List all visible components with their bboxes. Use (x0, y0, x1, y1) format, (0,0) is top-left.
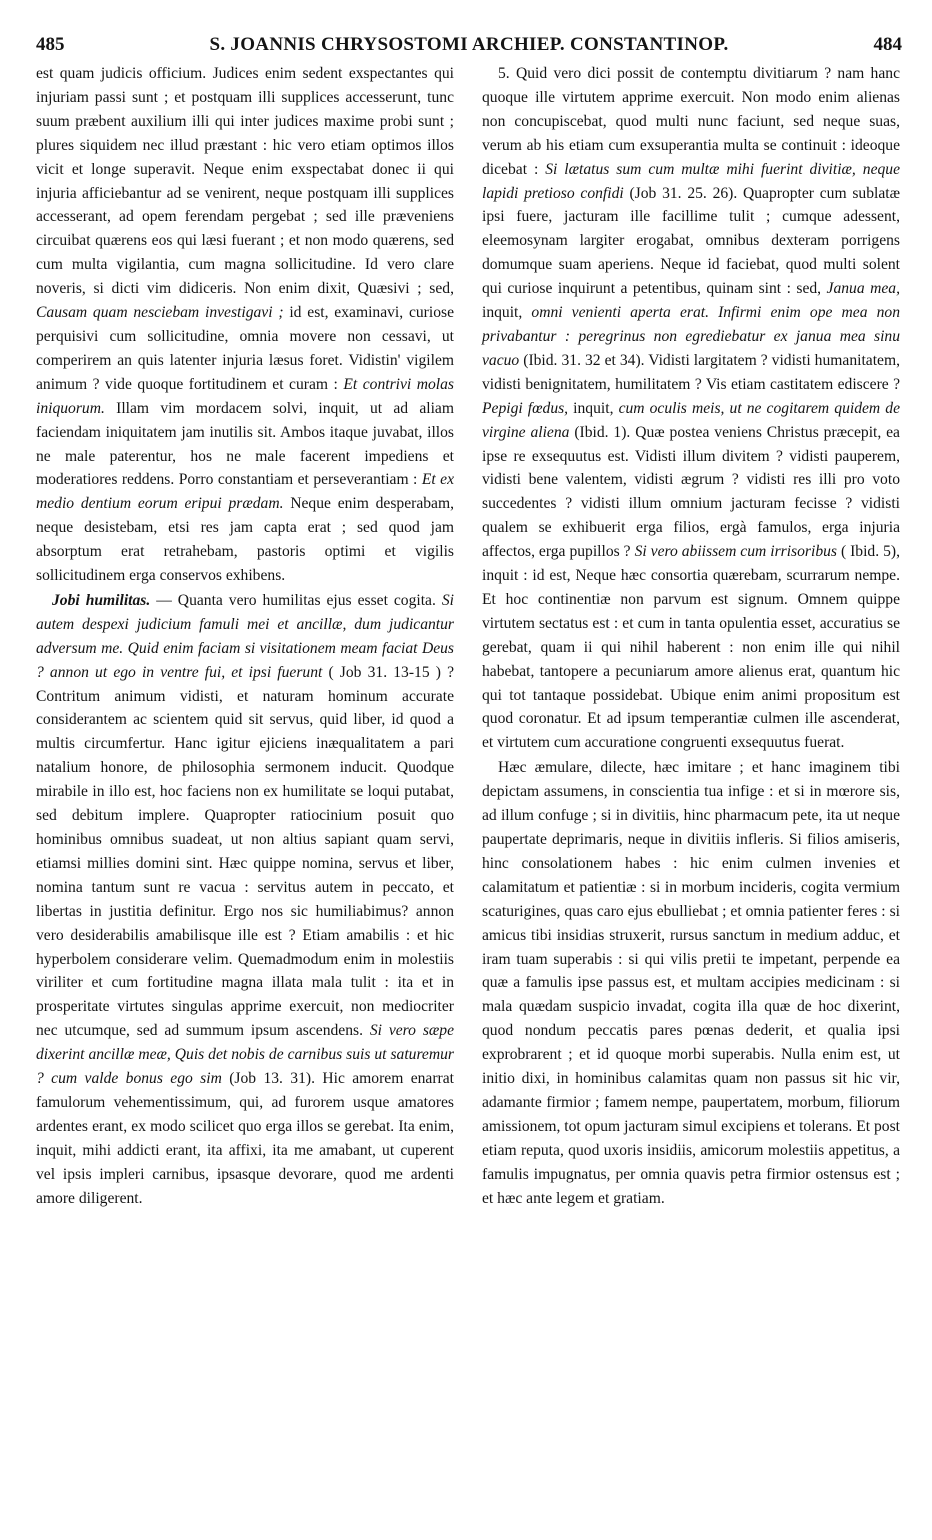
text-run: Neque enim desperabam, neque desistebam, etsi res jam capta erat ; sed quod jam absorptum erat retrahebam, pastoris optimi et vigilis sollicitudinem erga conservos exhibens. (36, 495, 454, 585)
text-run: — Quanta vero humilitas ejus esset cogita. (150, 591, 442, 609)
text-run: (Job 13. 31). Hic amorem enarrat famulorum vehementissimum, qui, ad furorem usque amatores ardentes erant, ex modo scilicet quo erga illos se gerebat. Ita enim, inquit, mihi addicti erant, ita affixi, ita me amabant, ut cuperent vel ipsis impleri carnibus, ipsasque devorare, quod me ardenti amore diligerent. (36, 1070, 454, 1207)
scripture-quote: Et contrivi molas iniquorum. (36, 375, 454, 417)
text-run: Hæc æmulare, dilecte, hæc imitare ; et hanc imaginem tibi depictam assumens, in conscientia tua infige : et si in mœrore sis, ad illum confuge ; si in divitiis, hinc pharmacum pete, ita ut neque paupertate deprimaris, neque in divitiis infleris. Si filios amiseris, hinc consolationem habes : hic enim culmen invenies et calamitatum et patientiæ : si in morbum incideris, cogita vermium scaturigines, quas caro ejus ebulliebat ; et omnia patienter feres : si amicus tibi insidias struxerit, rursus sanctum in medium adduc, et iram tuam superabis : si qui vilis pretii te impetant, perpende ea quæ a famulis ipse passus est, et multam accipies medicinam : si mala quædam suspicio invadat, cogita illa quæ de hoc dixerint, quod nondum peccatis pares pœnas dederit, et qualia ipsi exprobrarent ; et id quoque morbi superabis. Nulla enim est, ut initio dixi, in hominibus calamitas quam non passus sit hic vir, adamante firmior ; famem nempe, paupertatem, morbum, filiorum amissionem, tot opum jacturam simul excipiens et tolerans. Et post etiam reputa, quod uxoris insidiis, amicorum molestiis appetitus, a famulis impugnatus, per omnia quavis petra firmior ostensus est ; et hæc ante legem et gratiam. (482, 759, 900, 1207)
text-run: inquit, (568, 399, 619, 417)
scripture-quote: Si lætatus sum cum multæ mihi fuerint divitiæ, neque lapidi pretioso confidi (482, 160, 901, 202)
scripture-quote: Si vero sæpe dixerint ancillæ meæ, Quis det nobis de carnibus suis ut saturemur ? cum valde bonus ego sim (36, 1022, 455, 1088)
text-run: 5. Quid vero dici possit de contemptu divitiarum ? nam hanc quoque ille virtutem apprime exercuit. Non modo enim alienas non concupiscebat, quod multi nunc faciunt, sed neque suas, verum ab his etiam cum exsuperantia multa se continuit : ideoque dicebat : (482, 65, 900, 178)
scripture-quote: Et ex medio dentium eorum eripui prædam. (36, 471, 454, 513)
paragraph-right-2 (482, 756, 900, 1210)
text-run: ( Job 31. 13-15 ) ? Contritum animum vidisti, et naturam hominum accurate considerantem ac scientem quid sit servus, quid liber, id quod a multis circumfertur. Hanc igitur ejiciens inæqualitatem a pari natalium honore, de philosophia sermonem inducit. Quodque mirabile in illo est, hoc faciens non ex humilitate se loqui putabat, sed debitum implere. Quapropter ratiocinium posuit quo hominibus omnibus suadeat, ut non altius sapiant quam servi, etiamsi millies domini sint. Hæc quippe nomina, servus et liber, nomina tantum sunt re vacua : servitus autem in peccato, et libertas in justitia definitur. Ergo nos sic humiliabimus? annon vero desiderabilis amabilisque ille est ? Etiam amabilis : et hic hyperbolem considerare velim. Quemadmodum enim in molestiis viriliter et cum fortitudine magna illata mala tulit : ita et in prosperitate virtutes singulas apprime exercuit, non mediocriter nec utcumque, sed ad summum ipsum ascendens. (36, 663, 454, 1040)
scripture-quote: Janua mea, (826, 280, 900, 298)
text-run: (Ibid. 31. 32 et 34). Vidisti largitatem ? vidisti humanitatem, vidisti benignitatem, humilitatem ? Vis etiam castitatem ediscere ? (482, 351, 900, 393)
running-header (36, 34, 902, 62)
paragraph-left-2 (36, 589, 454, 1211)
page-number-right: 484 (873, 34, 902, 55)
text-run: (Ibid. 1). Quæ postea veniens Christus præcepit, ea ipse re exsequutus est. Vidisti illum divitem ? vidisti pauperem, vidisti bene valentem, vidisti ægrum ? vidisti res illi pro voto succedentes ? vidisti illum omnium jacturam fecisse ? vidisti qualem se exhibuerit erga filios, ergà famulos, erga injuria affectos, erga pupillos ? (482, 423, 900, 561)
text-run: inquit, (482, 304, 532, 322)
text-run: Illam vim mordacem solvi, inquit, ut ad aliam faciendam iniquitatem jam inutilis sit. Ambos itaque juvabat, illos ne male paterentur, hos ne male facerent impediens et moderatiores reddens. Porro constantiam et perseverantiam : (36, 399, 454, 489)
left-column (36, 62, 454, 1211)
running-title: S. JOANNIS CHRYSOSTOMI ARCHIEP. CONSTANTINOP. (209, 34, 729, 55)
scripture-quote: Causam quam nesciebam investigavi ; (36, 304, 284, 322)
paragraph-left-1 (36, 62, 454, 588)
scripture-quote: Pepigi fœdus, (482, 399, 569, 417)
side-heading: Jobi humilitas. (52, 591, 151, 609)
scripture-quote: Si vero abiissem cum irrisoribus (634, 543, 837, 561)
text-run: (Job 31. 25. 26). Quapropter cum sublatæ ipsi fuere, jacturam ille facillime tulit ; cumque adessent, eleemosynam largiter erogabat, omnibus dexteram porrigens domumque suam aperiens. Neque id faciebat, quod multi solent qui curiose inquirunt a petentibus, quinam sint : sed, (482, 184, 900, 298)
text-run: est quam judicis officium. Judices enim sedent exspectantes qui injuriam passi sunt ; et postquam illi supplices accesserunt, tunc suum præbent auxilium illi qui inter judices maxime probi sunt ; plures siquidem nec illud præstant : hic vero etiam optimos illos vicit et longe superavit. Neque enim exspectabat donec ii qui injuria afficiebantur ad se venirent, neque postquam illi supplices accesserant, ad opem ferendam pergebat ; sed ille præveniens circuibat quærens eos qui læsi fuerant ; et non modo quærens, sed cum multa vigilantia, cum magna sollicitudine. Id vero clare noveris, si dicti vim didiceris. Non enim dixit, Quæsivi ; sed, (36, 65, 454, 298)
right-column (482, 62, 900, 1211)
paragraph-right-1 (482, 62, 900, 755)
page-number-left: 485 (36, 34, 65, 55)
text-run: id est, examinavi, curiose perquisivi cum sollicitudine, omnia movere non cessavi, ut comperirem an quis latenter injuria læsus foret. Vidistin' vigilem animum ? vide quoque fortitudinem et curam : (36, 304, 454, 393)
scripture-quote: omni venienti aperta erat. Infirmi enim ope mea non privabantur : peregrinus non egrediebatur ex janua mea sinu vacuo (482, 304, 900, 369)
scripture-quote: cum oculis meis, ut ne cogitarem quidem de virgine aliena (482, 399, 900, 441)
text-run: ( Ibid. 5), inquit : id est, Neque hæc consortia quærebam, scurrarum nempe. Et hoc continentiæ non parvum est signum. Omnem quippe virtutem sectatus est : et cum in tanta opulentia esset, accuratius se gerebat, quam ii qui nihil haberent : non enim ille qui nihil habebat, tantopere a pecuniarum amore alienus erat, quantum hic qui tot tantaque possidebat. Ubique enim animi propositum est quod coronatur. Et ad ipsum temperantiæ culmen ille ascenderat, et virtutem cum accuratione congruenti exsequutus fuerat. (482, 543, 900, 752)
scripture-quote: Si autem despexi judicium famuli mei et ancillæ, dum judicantur adversum me. Quid enim faciam si visitationem meam faciat Deus ? annon ut ego in ventre fui, et ipsi fuerunt (36, 591, 454, 681)
